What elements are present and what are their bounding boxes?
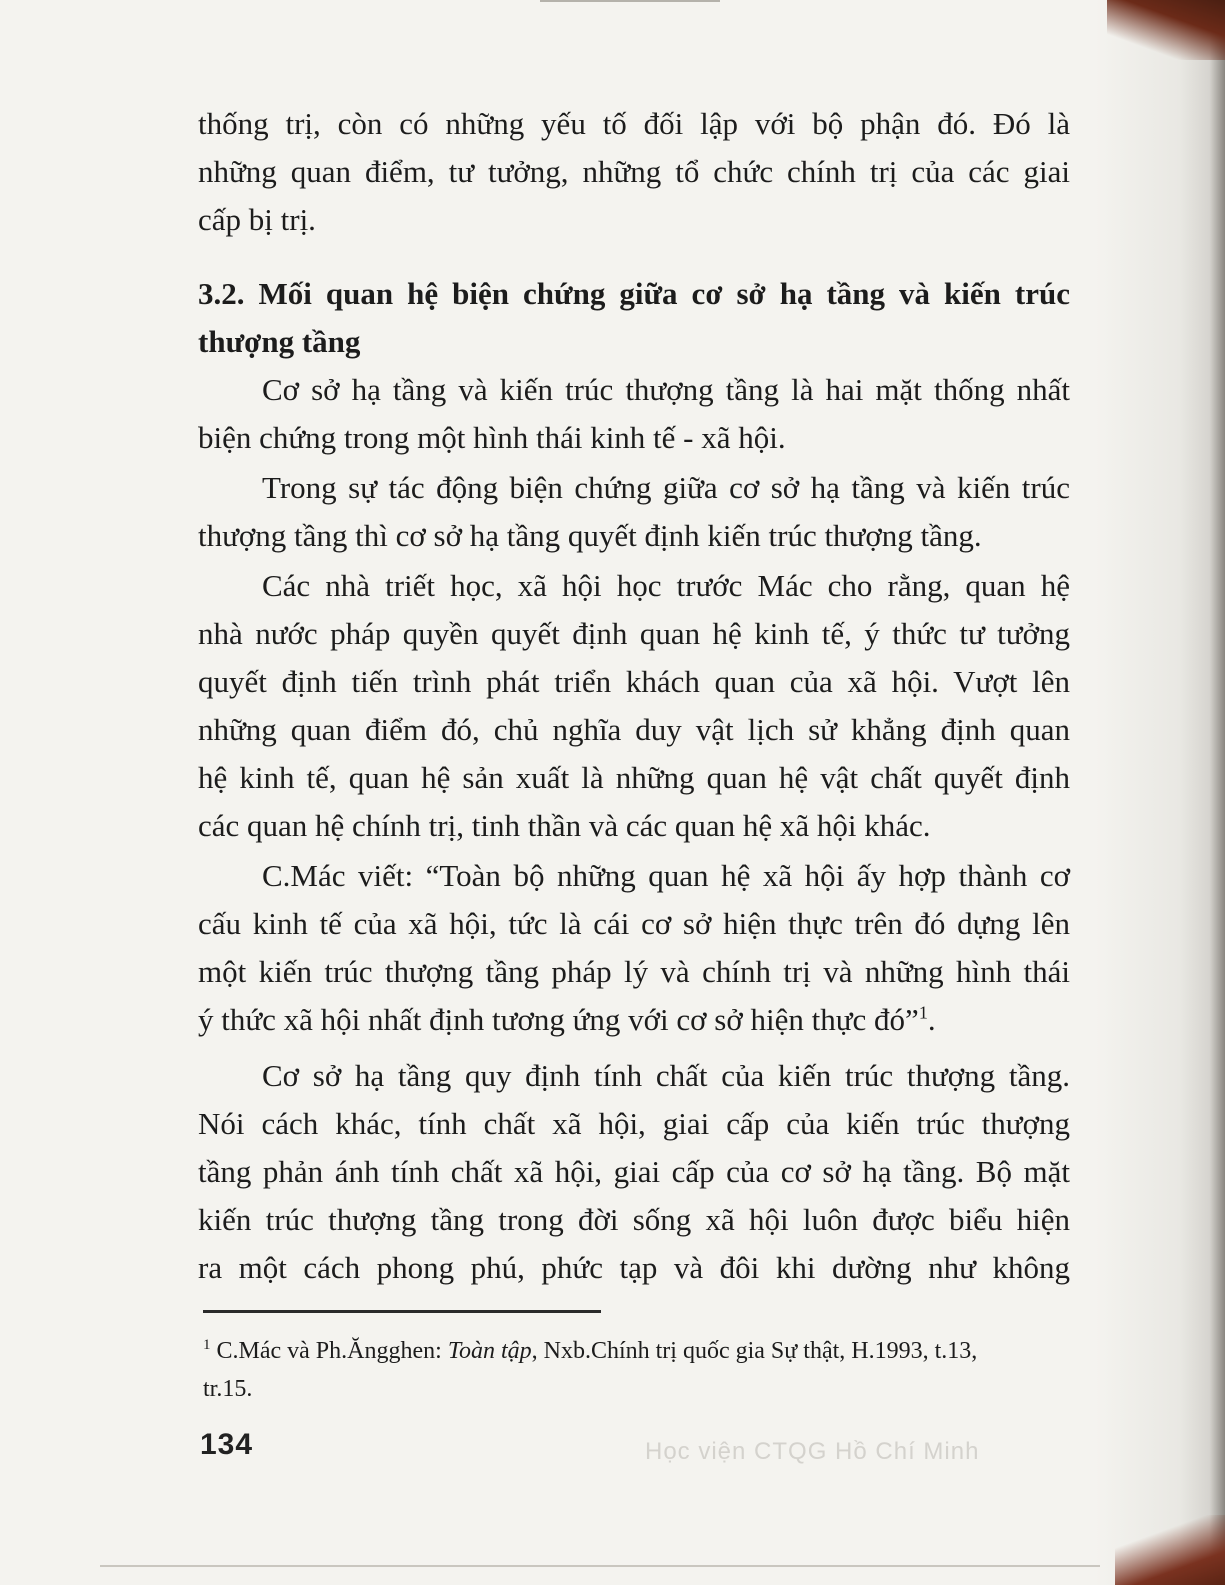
footnote-title: Toàn tập: [447, 1338, 532, 1364]
paragraph-line: quyết định tiến trình phát triển khách quan của xã hội. Vượt lên: [198, 664, 1070, 699]
paragraph-line: Cơ sở hạ tầng quy định tính chất của kiến trúc thượng tầng.: [262, 1058, 1070, 1093]
page-edge-shadow: [1095, 0, 1225, 1585]
footnote-divider: [203, 1310, 601, 1313]
watermark: Học viện CTQG Hồ Chí Minh: [645, 1438, 980, 1465]
footnote-reference: 1: [918, 1002, 928, 1023]
paragraph-line: Nói cách khác, tính chất xã hội, giai cấp của kiến trúc thượng: [198, 1106, 1070, 1141]
page-number: 134: [200, 1428, 254, 1461]
paragraph-line: thượng tầng thì cơ sở hạ tầng quyết định kiến trúc thượng tầng.: [198, 518, 982, 553]
paragraph-line: Các nhà triết học, xã hội học trước Mác cho rằng, quan hệ: [262, 568, 1070, 603]
paragraph-line: hệ kinh tế, quan hệ sản xuất là những quan hệ vật chất quyết định: [198, 760, 1070, 795]
footnote-line: [203, 1332, 1071, 1370]
paragraph-line: cấu kinh tế của xã hội, tức là cái cơ sở hiện thực trên đó dựng lên: [198, 906, 1070, 941]
quote-end-text: ý thức xã hội nhất định tương ứng với cơ sở hiện thực đó”: [198, 1002, 919, 1037]
paragraph-line: tầng phản ánh tính chất xã hội, giai cấp của cơ sở hạ tầng. Bộ mặt: [198, 1154, 1070, 1189]
footnote: [203, 1332, 1071, 1408]
paragraph-line: [198, 996, 1070, 1044]
paragraph-line: Trong sự tác động biện chứng giữa cơ sở hạ tầng và kiến trúc: [262, 470, 1070, 505]
body-line: những quan điểm, tư tưởng, những tổ chức chính trị của các giai: [198, 154, 1070, 189]
footnote-line-2: tr.15.: [203, 1376, 253, 1402]
book-cover-corner: [1107, 0, 1225, 60]
bottom-edge-line: [100, 1565, 1100, 1567]
top-edge-line: [540, 0, 720, 2]
page-body: [198, 100, 1070, 1292]
body-line: cấp bị trị.: [198, 202, 316, 237]
footnote-authors: C.Mác và Ph.Ăngghen:: [216, 1338, 448, 1364]
book-cover-corner-bottom: [1115, 1515, 1225, 1585]
paragraph-line: một kiến trúc thượng tầng pháp lý và chính trị và những hình thái: [198, 954, 1070, 989]
body-line: thống trị, còn có những yếu tố đối lập với bộ phận đó. Đó là: [198, 106, 1070, 141]
sentence-end: .: [927, 1002, 936, 1037]
section-heading: 3.2. Mối quan hệ biện chứng giữa cơ sở hạ tầng và kiến trúc: [198, 276, 1070, 311]
footnote-mark: 1: [203, 1337, 211, 1353]
paragraph-line: nhà nước pháp quyền quyết định quan hệ kinh tế, ý thức tư tưởng: [198, 616, 1070, 651]
paragraph-line: C.Mác viết: “Toàn bộ những quan hệ xã hội ấy hợp thành cơ: [262, 858, 1070, 893]
paragraph-line: biện chứng trong một hình thái kinh tế - xã hội.: [198, 420, 786, 455]
paragraph-line: kiến trúc thượng tầng trong đời sống xã hội luôn được biểu hiện: [198, 1202, 1070, 1237]
paragraph-line: những quan điểm đó, chủ nghĩa duy vật lịch sử khẳng định quan: [198, 712, 1070, 747]
paragraph-line: ra một cách phong phú, phức tạp và đôi khi dường như không: [198, 1250, 1070, 1285]
paragraph-line: Cơ sở hạ tầng và kiến trúc thượng tầng là hai mặt thống nhất: [262, 372, 1070, 407]
section-heading: thượng tầng: [198, 324, 361, 359]
paragraph-line: các quan hệ chính trị, tinh thần và các quan hệ xã hội khác.: [198, 808, 931, 843]
footnote-publisher: , Nxb.Chính trị quốc gia Sự thật, H.1993, t.13,: [531, 1338, 978, 1364]
